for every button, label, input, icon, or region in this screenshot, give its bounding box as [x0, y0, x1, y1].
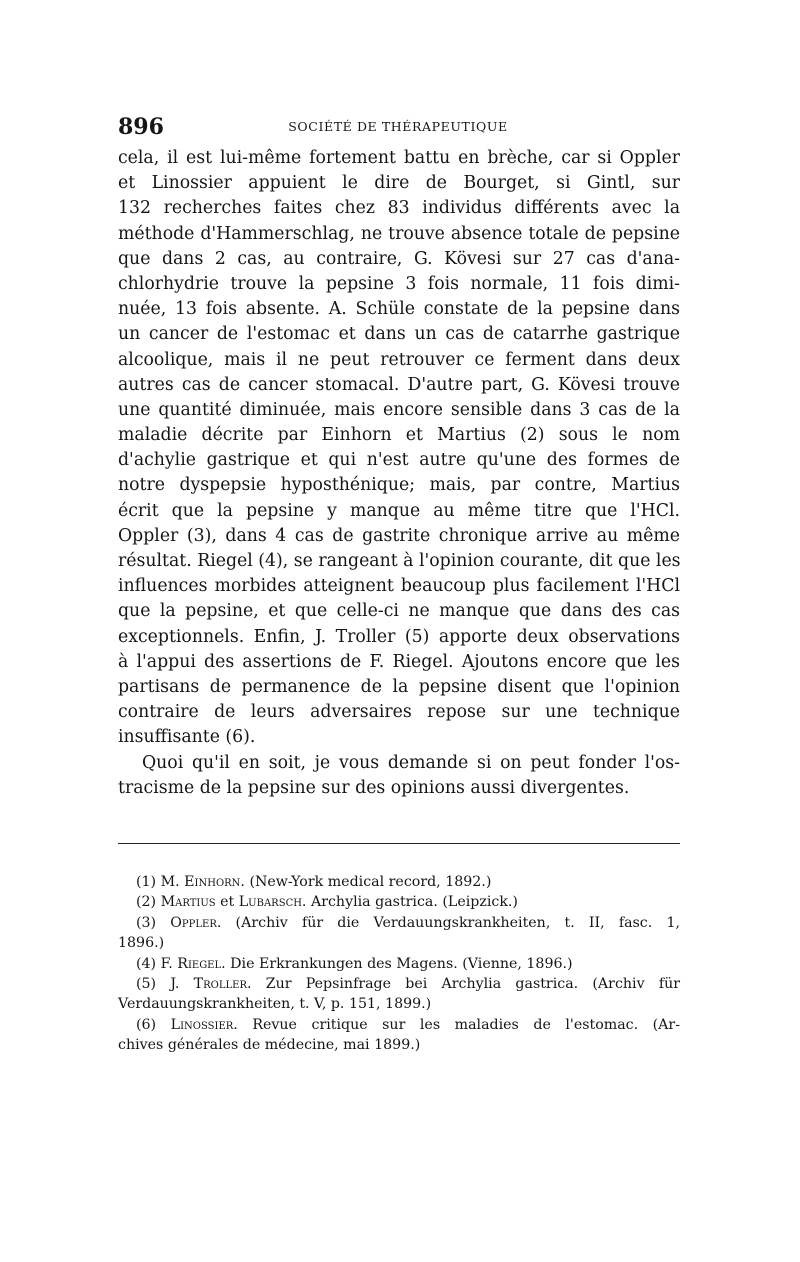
footnote-author: Einhorn.	[184, 874, 245, 890]
footnote-text: 1896.)	[118, 935, 165, 952]
text-line: un cancer de l'estomac et dans un cas de catarrhe gastrique	[118, 324, 680, 345]
footnote-text: (New-York medical record, 1892.)	[244, 874, 492, 890]
footnote-text: Die Erkrankungen des Magens. (Vienne, 1896.)	[225, 955, 573, 972]
footnote-text: Archylia gastrica. (Leipzick.)	[306, 894, 518, 911]
text-line: alcoolique, mais il ne peut retrouver ce ferment dans deux	[118, 349, 680, 370]
text-line: nuée, 13 fois absente. A. Schüle constate de la pepsine dans	[118, 299, 680, 320]
body-text	[118, 146, 680, 801]
paragraph-1	[118, 146, 680, 751]
footnotes	[118, 872, 680, 1056]
footnote-4	[118, 954, 680, 974]
footnote-6	[118, 1015, 680, 1056]
footnote-3	[118, 913, 680, 954]
footnote-number: (1) M.	[136, 874, 180, 890]
footnote-separator	[118, 843, 680, 844]
text-line: écrit que la pepsine y manque au même titre que l'HCl.	[118, 500, 680, 521]
running-head: SOCIÉTÉ DE THÉRAPEUTIQUE	[288, 119, 508, 134]
text-line: cela, il est lui-même fortement battu en brèche, car si Oppler	[118, 148, 680, 168]
text-line: Oppler (3), dans 4 cas de gastrite chronique arrive au même	[118, 525, 680, 546]
text-line: méthode d'Hammerschlag, ne trouve absence totale de pepsine	[118, 223, 680, 244]
text-line: notre dyspepsie hyposthénique; mais, par contre, Martius	[118, 475, 680, 496]
text-line: partisans de permanence de la pepsine disent que l'opinion	[118, 676, 680, 697]
footnote-author: Troller.	[193, 975, 252, 992]
page-header	[118, 112, 678, 142]
footnote-number: (3)	[136, 914, 157, 931]
page-number: 896	[118, 114, 164, 140]
footnote-author: Martius	[160, 894, 216, 911]
footnote-2	[118, 892, 680, 912]
text-line: influences morbides atteignent beaucoup plus facilement l'HCl	[118, 576, 680, 597]
text-line: et Linossier appuient le dire de Bourget, si Gintl, sur	[118, 173, 680, 194]
footnote-text: Verdauungskrankheiten, t. V, p. 151, 1899.)	[118, 996, 432, 1013]
footnote-5	[118, 974, 680, 1015]
text-line: Quoi qu'il en soit, je vous demande si on peut fonder l'os-	[142, 752, 680, 773]
text-line: une quantité diminuée, mais encore sensible dans 3 cas de la	[118, 399, 680, 420]
text-line: exceptionnels. Enfin, J. Troller (5) apporte deux observations	[118, 626, 680, 647]
footnote-author: Lubarsch.	[238, 894, 307, 911]
text-line: maladie décrite par Einhorn et Martius (2) sous le nom	[118, 425, 680, 446]
paragraph-2	[118, 751, 680, 801]
footnote-text: Revue critique sur les maladies de l'estomac. (Ar-	[237, 1016, 680, 1033]
text-line: résultat. Riegel (4), se rangeant à l'opinion courante, dit que les	[118, 551, 681, 571]
footnote-number: (4) F.	[136, 955, 173, 972]
text-line: contraire de leurs adversaires repose sur une technique	[118, 702, 680, 723]
text-line: que la pepsine, et que celle-ci ne manque que dans des cas	[118, 601, 680, 622]
text-line: à l'appui des assertions de F. Riegel. Ajoutons encore que les	[118, 651, 680, 672]
footnote-connector: et	[215, 894, 239, 911]
footnote-author: Linossier.	[170, 1016, 238, 1033]
text-line: d'achylie gastrique et qui n'est autre qu'une des formes de	[118, 450, 680, 471]
text-line: tracisme de la pepsine sur des opinions aussi divergentes.	[118, 777, 630, 798]
footnote-text: chives générales de médecine, mai 1899.)	[118, 1037, 421, 1054]
footnote-author: Riegel.	[177, 955, 226, 972]
text-line: chlorhydrie trouve la pepsine 3 fois normale, 11 fois dimi-	[118, 273, 680, 294]
footnote-number: (2)	[136, 894, 157, 911]
footnote-number: (5) J.	[136, 975, 180, 992]
text-line: autres cas de cancer stomacal. D'autre part, G. Kövesi trouve	[118, 374, 680, 395]
footnote-author: Oppler.	[170, 914, 222, 931]
text-line: insuffisante (6).	[118, 727, 256, 748]
text-line: que dans 2 cas, au contraire, G. Kövesi sur 27 cas d'ana-	[118, 248, 680, 269]
footnote-text: Zur Pepsinfrage bei Archylia gastrica. (Archiv für	[251, 975, 680, 992]
footnote-text: (Archiv für die Verdauungskrankheiten, t. II, fasc. 1,	[221, 914, 680, 931]
footnote-number: (6)	[136, 1016, 157, 1033]
footnote-1	[118, 872, 680, 892]
text-line: 132 recherches faites chez 83 individus différents avec la	[118, 198, 680, 219]
